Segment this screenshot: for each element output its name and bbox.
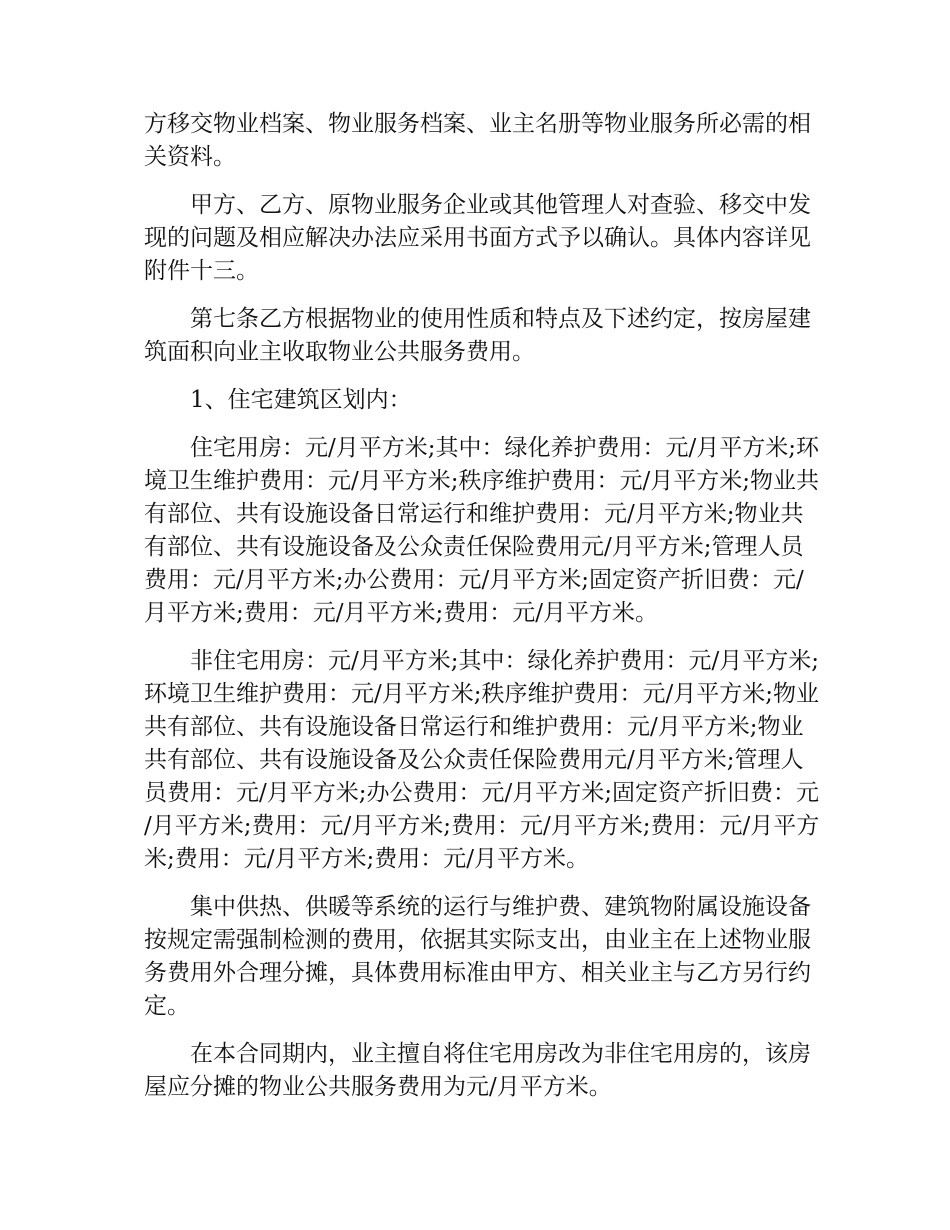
paragraph-continuation: 方移交物业档案、物业服务档案、业主名册等物业服务所必需的相关资料。 [144,111,811,170]
paragraph-heating-maintenance: 集中供热、供暖等系统的运行与维护费、建筑物附属设施设备按规定需强制检测的费用，依据其实际支出，由业主在上述物业服务费用外合理分摊，具体费用标准由甲方、相关业主与乙方另行约定。 [144,894,811,1019]
paragraph-article-seven: 第七条乙方根据物业的使用性质和特点及下述约定，按房屋建筑面积向业主收取物业公共服务费用。 [144,306,811,365]
paragraph-use-change: 在本合同期内，业主擅自将住宅用房改为非住宅用房的，该房屋应分摊的物业公共服务费用为元/月平方米。 [144,1041,811,1100]
paragraph-inspection-confirmation: 甲方、乙方、原物业服务企业或其他管理人对查验、移交中发现的问题及相应解决办法应采用书面方式予以确认。具体内容详见附件十三。 [144,192,811,284]
paragraph-residential-fees: 住宅用房：元/月平方米;其中：绿化养护费用：元/月平方米;环境卫生维护费用：元/月平方米;秩序维护费用：元/月平方米;物业共有部位、共有设施设备日常运行和维护费用：元/月平方米;物业共有部位、共有设施设备及公众责任保险费用元/月平方米;管理人员费用：元/月平方米;办公费用：元/月平方米;固定资产折旧费：元/月平方米;费用：元/月平方米;费用：元/月平方米。 [144,435,819,626]
paragraph-residential-zone-heading: 1、住宅建筑区划内： [190,387,412,413]
paragraph-non-residential-fees: 非住宅用房：元/月平方米;其中：绿化养护费用：元/月平方米;环境卫生维护费用：元/月平方米;秩序维护费用：元/月平方米;物业共有部位、共有设施设备日常运行和维护费用：元/月平方米;物业共有部位、共有设施设备及公众责任保险费用元/月平方米;管理人员费用：元/月平方米;办公费用：元/月平方米;固定资产折旧费：元/月平方米;费用：元/月平方米;费用：元/月平方米;费用：元/月平方米;费用：元/月平方米;费用：元/月平方米。 [144,648,820,872]
document-body [144,108,824,1119]
